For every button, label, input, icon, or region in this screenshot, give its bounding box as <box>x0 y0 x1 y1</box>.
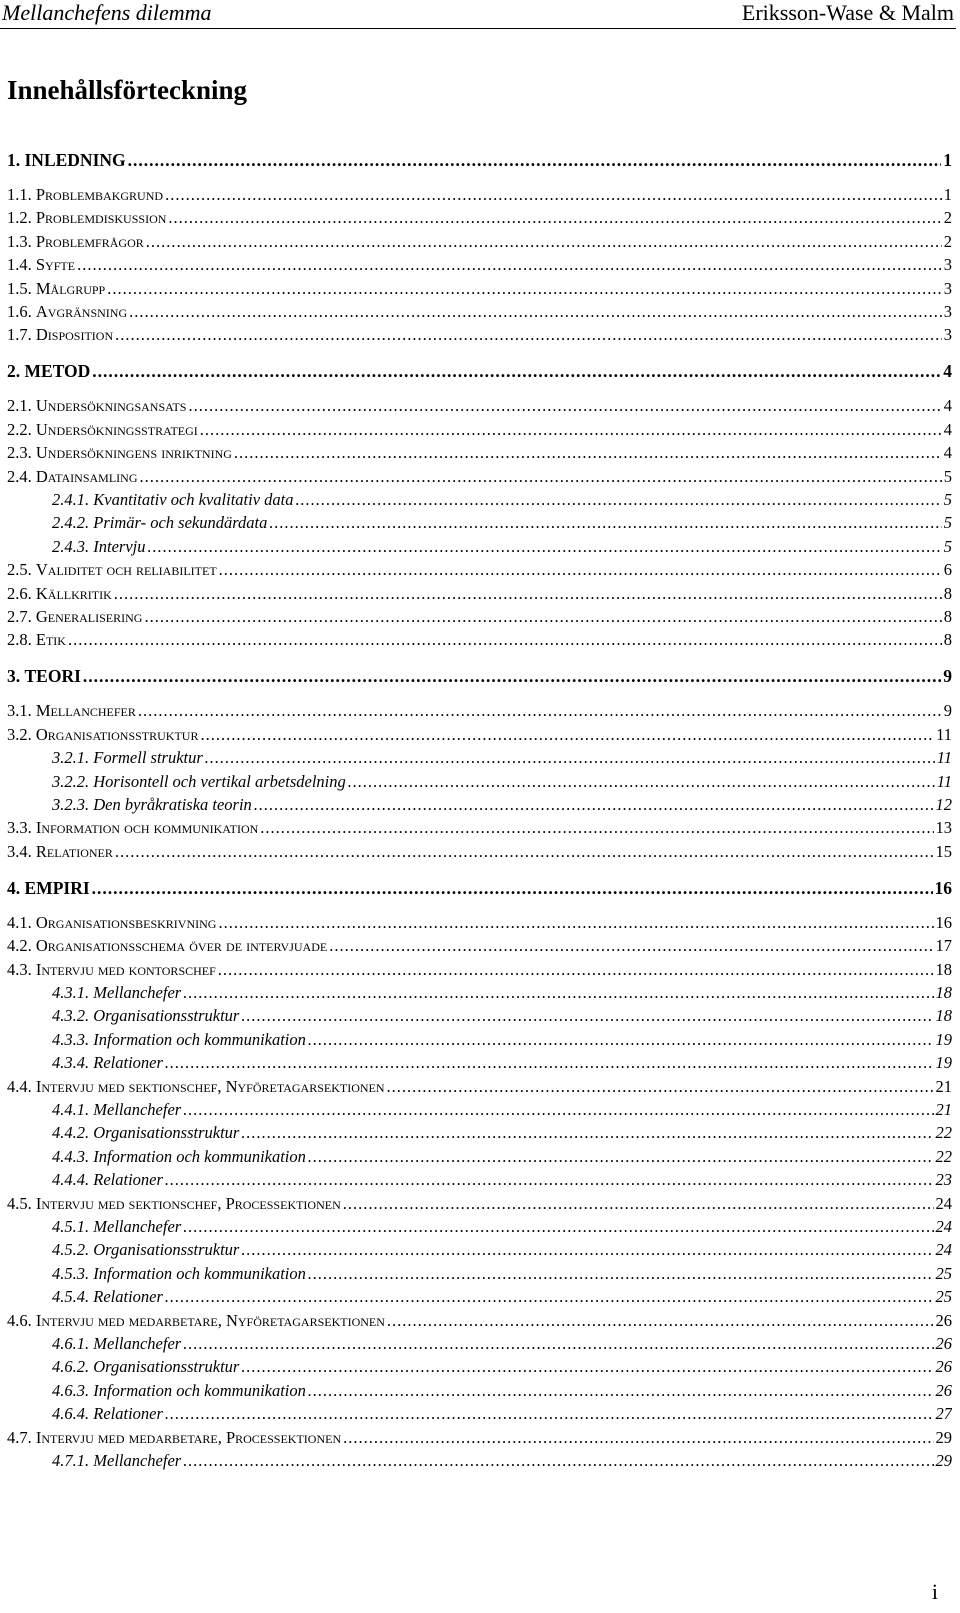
toc-entry-page: 22 <box>935 1146 952 1166</box>
toc-entry-page: 4 <box>943 443 952 463</box>
toc-entry-title: Mellanchefer <box>93 1217 182 1236</box>
toc-entry-title: Relationer <box>93 1404 163 1424</box>
toc-entry-number: 4.6. <box>7 1310 36 1330</box>
toc-section-entry[interactable] <box>7 324 952 346</box>
toc-section-entry[interactable] <box>7 184 952 206</box>
toc-entry-number: 3.2. <box>7 724 36 744</box>
toc-entry-number: 4.5.2. <box>52 1240 94 1260</box>
toc-dot-leader <box>260 817 933 839</box>
toc-entry-title: Information och kommunikation <box>93 1263 306 1283</box>
toc-entry-page: 1 <box>943 150 952 170</box>
toc-entry-number: 2. <box>7 361 25 382</box>
toc-entry-title: Intervju med kontorschef <box>35 959 216 979</box>
toc-dot-leader <box>296 489 942 511</box>
toc-subsection-entry[interactable] <box>52 794 952 816</box>
toc-subsection-entry[interactable] <box>52 1263 952 1285</box>
toc-dot-leader <box>219 559 942 581</box>
toc-entry-title: INLEDNING <box>24 150 126 170</box>
toc-entry-number: 3.2.2. <box>52 771 94 791</box>
toc-entry-number: 4.6.2. <box>52 1357 94 1377</box>
toc-entry-title: Problembakgrund <box>35 185 164 204</box>
header-document-title: Mellanchefens dilemma <box>2 0 212 25</box>
toc-dot-leader <box>144 606 941 628</box>
toc-dot-leader <box>241 1239 933 1261</box>
toc-entry-number: 4.4.1. <box>52 1100 94 1119</box>
toc-entry-title: Mellanchefer <box>93 983 182 1002</box>
toc-section-entry[interactable] <box>7 1193 952 1215</box>
toc-section-entry[interactable] <box>7 442 952 464</box>
toc-entry-number: 4.5.1. <box>52 1217 94 1236</box>
toc-entry-title: Information och kommunikation <box>93 1029 306 1049</box>
toc-subsection-entry[interactable] <box>52 1286 952 1308</box>
toc-entry-page: 17 <box>935 936 952 956</box>
toc-dot-leader <box>92 876 933 900</box>
toc-dot-leader <box>234 442 942 464</box>
toc-entry-title: Undersökningsansats <box>35 396 187 416</box>
toc-entry-title: Intervju med sektionschef, Nyföretagarsektionen <box>35 1076 385 1096</box>
toc-entry-number: 2.4.1. <box>52 490 94 509</box>
toc-dot-leader <box>308 1380 934 1402</box>
toc-entry-number: 1. <box>7 150 25 170</box>
toc-entry-page: 23 <box>935 1170 952 1190</box>
toc-dot-leader <box>115 841 934 863</box>
toc-subsection-entry[interactable] <box>52 1333 952 1355</box>
toc-entry-title: Formell struktur <box>93 748 203 768</box>
toc-subsection-entry[interactable] <box>52 489 952 511</box>
toc-entry-number: 3. <box>7 666 25 687</box>
toc-section-entry[interactable] <box>7 1310 952 1332</box>
page-title: Innehållsförteckning <box>7 75 248 105</box>
toc-subsection-entry[interactable] <box>52 1122 952 1144</box>
toc-entry-page: 18 <box>935 983 952 1002</box>
toc-entry-number: 4.4.3. <box>52 1146 94 1166</box>
toc-entry-title: Organisationsstruktur <box>93 1006 240 1026</box>
toc-entry-number: 4.3. <box>7 959 36 979</box>
toc-entry-number: 4.7.1. <box>52 1451 94 1470</box>
toc-dot-leader <box>165 1052 934 1074</box>
toc-section-entry[interactable] <box>7 606 952 628</box>
toc-entry-title: TEORI <box>24 666 81 687</box>
toc-dot-leader <box>77 254 942 276</box>
toc-entry-title: Organisationsschema över de intervjuade <box>35 936 328 956</box>
toc-section-entry[interactable] <box>7 419 952 441</box>
toc-dot-leader <box>205 747 935 769</box>
toc-entry-number: 1.3. <box>7 231 36 251</box>
toc-dot-leader <box>115 324 942 346</box>
toc-entry-number: 1.4. <box>7 255 36 275</box>
toc-dot-leader <box>128 148 942 172</box>
toc-entry-title: METOD <box>24 361 91 382</box>
toc-section-entry[interactable] <box>7 817 952 839</box>
toc-entry-page: 9 <box>943 666 952 687</box>
toc-section-entry[interactable] <box>7 231 952 253</box>
toc-entry-page: 5 <box>943 536 952 556</box>
toc-entry-title: Problemdiskussion <box>35 208 167 228</box>
toc-entry-number: 4.5.3. <box>52 1263 94 1283</box>
header-authors: Eriksson-Wase & Malm <box>741 0 954 25</box>
toc-section-entry[interactable] <box>7 559 952 581</box>
toc-entry-page: 25 <box>935 1287 952 1307</box>
toc-entry-title: Den byråkratiska teorin <box>93 795 252 814</box>
toc-entry-title: Intervju med sektionschef, Processektionen <box>35 1193 341 1213</box>
toc-dot-leader <box>343 1193 934 1215</box>
toc-subsection-entry[interactable] <box>52 1239 952 1261</box>
toc-entry-page: 8 <box>943 630 952 650</box>
toc-entry-number: 4.6.4. <box>52 1404 94 1424</box>
toc-dot-leader <box>254 794 934 816</box>
toc-entry-page: 3 <box>943 255 952 275</box>
toc-dot-leader <box>129 301 942 323</box>
toc-dot-leader <box>200 419 942 441</box>
toc-section-entry[interactable] <box>7 959 952 981</box>
toc-dot-leader <box>168 207 941 229</box>
toc-dot-leader <box>241 1005 933 1027</box>
toc-entry-number: 2.4.3. <box>52 536 94 556</box>
toc-entry-number: 2.1. <box>7 396 36 416</box>
toc-entry-page: 5 <box>943 466 952 486</box>
toc-entry-page: 26 <box>935 1334 952 1353</box>
toc-entry-number: 4.3.4. <box>52 1053 94 1073</box>
toc-entry-title: Generalisering <box>35 607 143 626</box>
toc-subsection-entry[interactable] <box>52 1005 952 1027</box>
toc-dot-leader <box>183 1099 933 1121</box>
toc-dot-leader <box>348 771 935 793</box>
toc-entry-number: 4.4.2. <box>52 1123 94 1143</box>
toc-dot-leader <box>114 583 942 605</box>
toc-entry-title: Etik <box>35 630 66 650</box>
toc-entry-page: 12 <box>935 795 952 814</box>
toc-section-entry[interactable] <box>7 1427 952 1449</box>
toc-entry-number: 4.1. <box>7 912 36 932</box>
toc-entry-number: 4.6.3. <box>52 1380 94 1400</box>
toc-dot-leader <box>146 231 942 253</box>
toc-entry-page: 16 <box>934 877 952 898</box>
toc-entry-page: 2 <box>943 208 952 228</box>
toc-section-entry[interactable] <box>7 629 952 651</box>
toc-entry-title: Information och kommunikation <box>93 1380 306 1400</box>
toc-dot-leader <box>165 1169 934 1191</box>
toc-entry-page: 24 <box>935 1240 952 1260</box>
toc-entry-title: Disposition <box>35 325 114 345</box>
toc-subsection-entry[interactable] <box>52 1403 952 1425</box>
toc-chapter-entry[interactable] <box>7 359 952 383</box>
toc-section-entry[interactable] <box>7 1076 952 1098</box>
toc-dot-leader <box>165 1286 934 1308</box>
toc-section-entry[interactable] <box>7 724 952 746</box>
toc-entry-title: Organisationsstruktur <box>35 724 199 744</box>
toc-entry-title: EMPIRI <box>24 877 90 898</box>
toc-dot-leader <box>218 959 934 981</box>
toc-dot-leader <box>200 724 934 746</box>
toc-subsection-entry[interactable] <box>52 1169 952 1191</box>
toc-dot-leader <box>269 512 941 534</box>
toc-entry-page: 5 <box>943 490 952 509</box>
toc-dot-leader <box>343 1427 933 1449</box>
toc-subsection-entry[interactable] <box>52 1216 952 1238</box>
toc-entry-number: 2.4.2. <box>52 513 94 533</box>
toc-subsection-entry[interactable] <box>52 536 952 558</box>
page-number: i <box>931 1579 938 1604</box>
toc-subsection-entry[interactable] <box>52 982 952 1004</box>
toc-dot-leader <box>107 278 942 300</box>
toc-subsection-entry[interactable] <box>52 1052 952 1074</box>
toc-entry-page: 9 <box>943 701 952 721</box>
toc-subsection-entry[interactable] <box>52 1029 952 1051</box>
toc-entry-number: 3.4. <box>7 841 36 861</box>
toc-subsection-entry[interactable] <box>52 771 952 793</box>
toc-chapter-entry[interactable] <box>7 664 952 688</box>
toc-entry-number: 4.5. <box>7 1193 36 1213</box>
toc-section-entry[interactable] <box>7 841 952 863</box>
toc-entry-number: 2.2. <box>7 419 36 439</box>
toc-entry-title: Undersökningsstrategi <box>35 419 198 439</box>
toc-entry-page: 26 <box>935 1357 952 1377</box>
toc-entry-page: 2 <box>943 231 952 251</box>
toc-entry-number: 4.5.4. <box>52 1287 94 1307</box>
toc-entry-page: 22 <box>935 1123 952 1143</box>
toc-entry-page: 21 <box>935 1100 952 1119</box>
toc-dot-leader <box>165 1403 934 1425</box>
toc-entry-page: 4 <box>943 396 952 416</box>
toc-entry-title: Relationer <box>93 1170 163 1190</box>
toc-entry-number: 4.3.3. <box>52 1029 94 1049</box>
toc-entry-title: Kvantitativ och kvalitativ data <box>93 490 294 509</box>
toc-dot-leader <box>387 1310 934 1332</box>
toc-entry-title: Problemfrågor <box>35 231 144 251</box>
toc-entry-page: 18 <box>935 1006 952 1026</box>
toc-entry-title: Intervju <box>93 536 146 556</box>
toc-section-entry[interactable] <box>7 935 952 957</box>
toc-subsection-entry[interactable] <box>52 1356 952 1378</box>
toc-dot-leader <box>188 395 941 417</box>
toc-subsection-entry[interactable] <box>52 747 952 769</box>
toc-dot-leader <box>241 1122 933 1144</box>
toc-entry-title: Datainsamling <box>35 466 138 486</box>
toc-entry-title: Relationer <box>93 1287 163 1307</box>
toc-entry-number: 1.5. <box>7 278 36 298</box>
toc-dot-leader <box>329 935 933 957</box>
toc-entry-number: 1.1. <box>7 185 36 204</box>
toc-subsection-entry[interactable] <box>52 1146 952 1168</box>
toc-entry-number: 4.2. <box>7 936 36 956</box>
toc-entry-number: 2.8. <box>7 630 36 650</box>
toc-entry-number: 4.7. <box>7 1427 36 1447</box>
toc-section-entry[interactable] <box>7 583 952 605</box>
toc-entry-page: 11 <box>936 748 952 768</box>
toc-entry-title: Organisationsstruktur <box>93 1123 240 1143</box>
toc-entry-title: Horisontell och vertikal arbetsdelning <box>93 771 346 791</box>
toc-entry-number: 4.4. <box>7 1076 36 1096</box>
toc-section-entry[interactable] <box>7 207 952 229</box>
toc-entry-page: 27 <box>935 1404 952 1424</box>
toc-subsection-entry[interactable] <box>52 512 952 534</box>
toc-entry-page: 11 <box>936 724 952 744</box>
toc-dot-leader <box>183 982 933 1004</box>
toc-entry-title: Mellanchefer <box>35 701 136 721</box>
toc-subsection-entry[interactable] <box>52 1450 952 1472</box>
toc-entry-page: 21 <box>935 1076 952 1096</box>
toc-entry-page: 26 <box>935 1310 952 1330</box>
toc-dot-leader <box>165 184 942 206</box>
toc-entry-title: Relationer <box>35 841 113 861</box>
toc-section-entry[interactable] <box>7 395 952 417</box>
toc-entry-page: 3 <box>943 278 952 298</box>
toc-entry-page: 18 <box>935 959 952 979</box>
toc-entry-page: 8 <box>943 607 952 626</box>
toc-entry-number: 4.3.1. <box>52 983 94 1002</box>
toc-dot-leader <box>68 629 942 651</box>
toc-section-entry[interactable] <box>7 700 952 722</box>
toc-entry-number: 3.2.1. <box>52 748 94 768</box>
toc-dot-leader <box>138 700 942 722</box>
toc-entry-page: 5 <box>943 513 952 533</box>
toc-entry-page: 19 <box>935 1053 952 1073</box>
toc-entry-title: Organisationsstruktur <box>93 1240 240 1260</box>
toc-entry-title: Avgränsning <box>35 302 128 321</box>
toc-dot-leader <box>387 1076 934 1098</box>
toc-entry-title: Källkritik <box>35 583 112 603</box>
toc-entry-title: Mellanchefer <box>93 1334 182 1353</box>
toc-dot-leader <box>308 1263 934 1285</box>
toc-entry-page: 4 <box>943 419 952 439</box>
toc-entry-title: Syfte <box>35 255 76 275</box>
toc-entry-number: 3.1. <box>7 701 36 721</box>
toc-entry-number: 1.7. <box>7 325 36 345</box>
toc-entry-title: Målgrupp <box>35 278 106 298</box>
toc-entry-page: 26 <box>935 1380 952 1400</box>
toc-entry-title: Information och kommunikation <box>93 1146 306 1166</box>
toc-dot-leader <box>308 1146 934 1168</box>
toc-subsection-entry[interactable] <box>52 1380 952 1402</box>
toc-entry-page: 3 <box>943 302 952 321</box>
toc-entry-number: 2.6. <box>7 583 36 603</box>
toc-entry-page: 1 <box>943 185 952 204</box>
toc-entry-number: 4.6.1. <box>52 1334 94 1353</box>
toc-entry-number: 3.2.3. <box>52 795 94 814</box>
toc-entry-page: 6 <box>943 560 952 580</box>
toc-chapter-entry[interactable] <box>7 148 952 172</box>
toc-subsection-entry[interactable] <box>52 1099 952 1121</box>
toc-dot-leader <box>83 664 941 688</box>
toc-dot-leader <box>183 1450 933 1472</box>
page-header <box>0 0 960 30</box>
toc-entry-page: 19 <box>935 1029 952 1049</box>
toc-section-entry[interactable] <box>7 912 952 934</box>
toc-entry-number: 2.5. <box>7 560 36 580</box>
header-divider <box>0 28 956 29</box>
toc-entry-number: 2.7. <box>7 607 36 626</box>
toc-entry-number: 3.3. <box>7 818 36 838</box>
toc-entry-page: 29 <box>935 1451 952 1470</box>
toc-dot-leader <box>140 466 942 488</box>
toc-entry-title: Intervju med medarbetare, Nyföretagarsektionen <box>35 1310 385 1330</box>
toc-dot-leader <box>218 912 933 934</box>
toc-entry-page: 8 <box>943 583 952 603</box>
toc-section-entry[interactable] <box>7 301 952 323</box>
toc-entry-number: 4.3.2. <box>52 1006 94 1026</box>
toc-entry-number: 2.3. <box>7 443 36 463</box>
toc-entry-page: 24 <box>935 1193 952 1213</box>
toc-entry-number: 4.4.4. <box>52 1170 94 1190</box>
toc-dot-leader <box>308 1029 934 1051</box>
toc-dot-leader <box>183 1216 933 1238</box>
toc-entry-title: Primär- och sekundärdata <box>93 513 268 533</box>
toc-dot-leader <box>183 1333 933 1355</box>
toc-entry-number: 4. <box>7 877 25 898</box>
toc-entry-page: 16 <box>935 912 952 932</box>
toc-entry-page: 24 <box>935 1217 952 1236</box>
toc-entry-page: 15 <box>935 841 952 861</box>
toc-entry-page: 29 <box>935 1427 952 1447</box>
toc-entry-title: Organisationsstruktur <box>93 1357 240 1377</box>
toc-entry-title: Information och kommunikation <box>35 818 259 838</box>
toc-entry-title: Undersökningens inriktning <box>35 443 232 463</box>
toc-dot-leader <box>241 1356 933 1378</box>
toc-entry-title: Mellanchefer <box>93 1100 182 1119</box>
toc-entry-number: 2.4. <box>7 466 36 486</box>
toc-dot-leader <box>147 536 941 558</box>
toc-entry-number: 1.6. <box>7 302 36 321</box>
toc-entry-number: 1.2. <box>7 208 36 228</box>
toc-entry-page: 3 <box>943 325 952 345</box>
toc-entry-page: 4 <box>943 361 952 382</box>
toc-chapter-entry[interactable] <box>7 876 952 900</box>
toc-entry-page: 13 <box>935 818 952 838</box>
toc-section-entry[interactable] <box>7 278 952 300</box>
toc-entry-title: Mellanchefer <box>93 1451 182 1470</box>
toc-section-entry[interactable] <box>7 254 952 276</box>
toc-entry-title: Validitet och reliabilitet <box>35 560 217 580</box>
toc-section-entry[interactable] <box>7 466 952 488</box>
toc-entry-title: Relationer <box>93 1053 163 1073</box>
toc-dot-leader <box>92 359 941 383</box>
toc-entry-title: Organisationsbeskrivning <box>35 912 217 932</box>
toc-entry-page: 11 <box>936 771 952 791</box>
toc-entry-title: Intervju med medarbetare, Processektionen <box>35 1427 342 1447</box>
toc-entry-page: 25 <box>935 1263 952 1283</box>
